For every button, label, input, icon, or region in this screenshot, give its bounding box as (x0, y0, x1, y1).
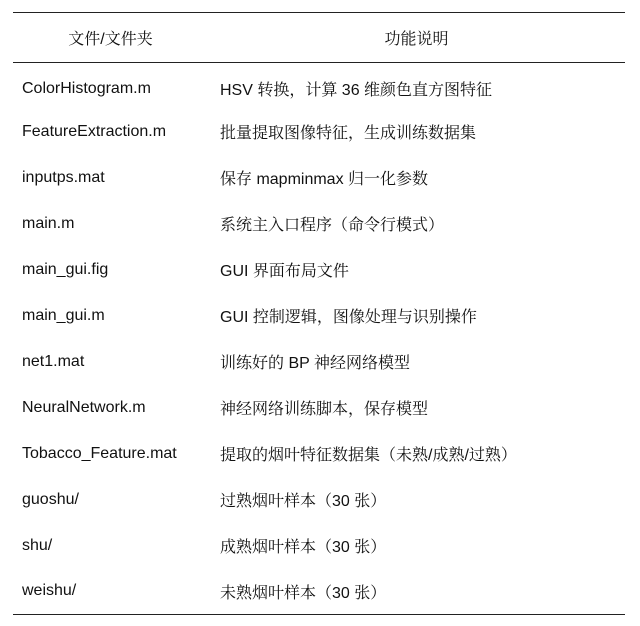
folder-name-cell: shu/ (22, 536, 53, 554)
table-row (13, 293, 625, 339)
description-cell: 训练好的 BP 神经网络模型 (220, 355, 410, 372)
file-name-cell: Tobacco_Feature.mat (22, 444, 177, 462)
table-row (13, 431, 625, 477)
file-name-cell: inputps.mat (22, 168, 105, 186)
description-cell: 神经网络训练脚本，保存模型 (220, 401, 429, 418)
file-name-cell: FeatureExtraction.m (22, 122, 167, 140)
file-name-cell: net1.mat (22, 352, 85, 370)
table-row (13, 477, 625, 523)
table-row (13, 569, 625, 615)
table-body (13, 63, 625, 615)
table-row (13, 339, 625, 385)
folder-name-cell: weishu/ (13, 569, 208, 615)
file-name-cell: main_gui.fig (22, 260, 109, 278)
description-cell: 提取的烟叶特征数据集（未熟/成熟/过熟） (220, 447, 517, 464)
description-cell: 未熟烟叶样本（30 张） (208, 569, 625, 615)
description-cell: 保存 mapminmax 归一化参数 (220, 171, 429, 188)
table-row (13, 109, 625, 155)
header-file-folder: 文件/文件夹 (13, 13, 208, 63)
table-row (13, 523, 625, 569)
folder-name-cell: guoshu/ (22, 490, 79, 508)
description-cell: GUI 界面布局文件 (220, 263, 349, 280)
table-row (13, 385, 625, 431)
table-row (13, 247, 625, 293)
file-name-cell: main.m (22, 214, 75, 232)
header-function-description: 功能说明 (208, 13, 625, 63)
description-cell: 过熟烟叶样本（30 张） (220, 493, 387, 510)
file-name-cell: main_gui.m (22, 306, 105, 324)
table-row (13, 201, 625, 247)
file-description-table (13, 12, 625, 615)
description-cell: 批量提取图像特征，生成训练数据集 (220, 125, 477, 142)
description-cell: 成熟烟叶样本（30 张） (220, 539, 387, 556)
file-name-cell: NeuralNetwork.m (22, 398, 146, 416)
description-cell: GUI 控制逻辑，图像处理与识别操作 (220, 309, 477, 326)
header-row (13, 13, 625, 63)
table-row (13, 155, 625, 201)
table-header (13, 13, 625, 63)
description-cell: HSV 转换，计算 36 维颜色直方图特征 (220, 82, 493, 100)
description-cell: 系统主入口程序（命令行模式） (220, 217, 445, 234)
file-name-cell: ColorHistogram.m (22, 79, 151, 97)
table-row (13, 63, 625, 109)
